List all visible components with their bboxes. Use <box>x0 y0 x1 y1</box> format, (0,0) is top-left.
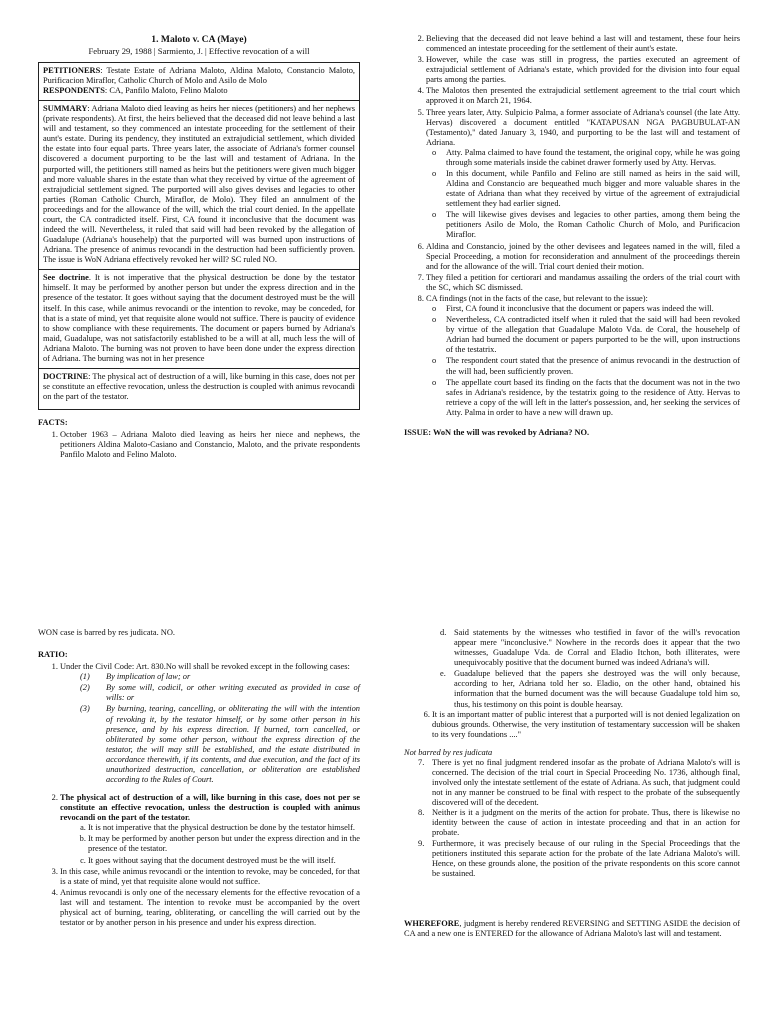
res-judicata-heading: Not barred by res judicata <box>404 747 493 757</box>
fact-8-bullets <box>426 304 740 418</box>
page2-right-column <box>404 628 740 939</box>
page2-left-column <box>38 628 360 929</box>
civil-code-item: (3) By burning, tearing, cancelling, or obliterating the will with the intention of revoking it, by the testator himself, or by some other person in his presence, and by his express direction. If burned, torn cancelled, or obliterated by some other person, without the express direction of the testator, the will may still be established, and the estate distributed in accordance therewith, if its contents, and due execution, and the fact of its unauthorized destruction, cancellation, or obliteration are established according to the Rules of Court. <box>80 704 360 785</box>
see-doctrine-text: . It is not imperative that the physical destruction be done by the testator himself. It may be performed by another person but under the express direction and in the presence of the testator. It goes without saying that the document destroyed must be the will itself. In this case, while animus revocandi or the intention to revoke, may be conceded, for that is a state of mind, yet that requisite alone would not suffice. There is paucity of evidence to show compliance with these requirements. The document or papers burned by Adriana's maid, Guadalupe, was not satisfactorily established to be a will at all, much less the will of Adriana Maloto. The burning was not proven to have been done under the express direction of Adriana. The burning was not in her presence <box>43 273 355 363</box>
see-doctrine-label: See doctrine <box>43 273 89 283</box>
civil-code-list <box>60 672 360 785</box>
issue-label: ISSUE <box>404 427 429 437</box>
summary-section <box>39 100 359 265</box>
see-doctrine-section <box>39 269 359 364</box>
page1-right-column <box>404 34 740 438</box>
ratio-list-continued <box>404 710 740 740</box>
ratio-item: 4. Animus revocandi is only one of the necessary elements for the effective revocation of a last will and testament. The intention to revoke must be accompanied by the overt physical act of burning, tearing, obliterating, or cancelling the will carried out by the testator or by another person in his presence and under his express direction. <box>60 888 360 928</box>
facts-heading: FACTS: <box>38 418 68 428</box>
sub-item: e. Guadalupe believed that the papers she destroyed was the will only because, according to her, Adriana told her so. Eladio, on the other hand, obtained his information that the burned document was the will because Guadalupe told him so, thus, his testimony on this point is double hearsay. <box>440 669 740 709</box>
ratio-item: 3. In this case, while animus revocandi or the intention to revoke, may be conceded, for that is a state of mind, yet that requisite alone would not suffice. <box>60 867 360 887</box>
fact-item: 3. However, while the case was still in progress, the parties executed an agreement of extrajudicial settlement of Adriana's estate, which provided for the division into four equal parts among the parties. <box>426 55 740 85</box>
doctrine-label: DOCTRINE <box>43 372 89 381</box>
fact-item: 6. Aldina and Constancio, joined by the other devisees and legatees named in the will, filed a Special Proceeding, a motion for reconsideration and annulment of the proceedings therein and for the allowance of the will. Trial court denied their motion. <box>426 242 740 272</box>
ratio-item: 1. Under the Civil Code: Art. 830.No will shall be revoked except in the following cases: (1) By implication of law; or (2) By some will, codicil, or other writing executed as provided in case of wills: or (3) By burning, tearing, cancelling, or obliterating the will with the intention of revoking it, by the testator himself, or by some other person in his presence, and by his express direction. If burned, torn cancelled, or obliterated by some other person, without the express direction of the testator, the will may still be established, and the estate distributed in accordance therewith, if its contents, and due execution, and the fact of its unauthorized destruction, cancellation, or obliteration are established according to the Rules of Court. <box>60 662 360 792</box>
bullet-item: o Nevertheless, CA contradicted itself when it ruled that the said will had been revoked by virtue of the allegation that Guadalupe Maloto Vda. de Coral, the househelp of Adrian had burned the document or papers purported to be the will, upon instructions of the testatrix. <box>446 315 740 355</box>
fact-item: 2. Believing that the deceased did not leave behind a last will and testament, these four heirs commenced an intestate proceeding for the settlement of their aunt's estate. <box>426 34 740 54</box>
facts-list <box>38 430 360 460</box>
ratio-list <box>38 662 360 928</box>
res-judicata-issue: WON case is barred by res judicata. NO. <box>38 628 175 637</box>
ratio-heading: RATIO: <box>38 650 68 660</box>
sub-item: b. It may be performed by another person but under the express direction and in the presence of the testator. <box>88 834 360 854</box>
fact-5-bullets <box>426 148 740 241</box>
case-summary-box <box>38 62 360 410</box>
case-subtitle: February 29, 1988 | Sarmiento, J. | Effective revocation of a will <box>88 45 310 56</box>
bullet-item: o Atty. Palma claimed to have found the testament, the original copy, while he was going through some materials inside the cabinet drawer formerly used by Atty. Hervas. <box>446 148 740 168</box>
sub-item: d. Said statements by the witnesses who testified in favor of the will's revocation appear mere "inconclusive." Nowhere in the records does it appear that the two witnesses, Guadalupe Vda. de Corral and Eladio Itchon, both illiterates, were unequivocably positive that the document burned was indeed Adriana's will. <box>440 628 740 668</box>
page-2 <box>0 612 768 1024</box>
bullet-item: o The will likewise gives devises and legacies to other parties, among them being the petitioners Asilo de Molo, the Roman Catholic Church of Molo, and Purificacion Miraflor. <box>446 210 740 240</box>
wherefore-paragraph <box>404 919 740 939</box>
wherefore-text: , judgment is hereby rendered REVERSING and SETTING ASIDE the decision of CA and a new one is ENTERED for the allowance of Adriana Maloto's last will and testament. <box>404 918 740 938</box>
facts-list-continued <box>404 34 740 418</box>
civil-code-item: (1) By implication of law; or <box>80 672 191 682</box>
ratio-sublist-continued <box>404 628 740 710</box>
page1-left-column <box>38 0 360 462</box>
case-title: 1. Maloto v. CA (Maye) <box>151 34 247 45</box>
respondents-text: : CA, Panfilo Maloto, Felino Maloto <box>104 85 228 95</box>
fact-item: 4. The Malotos then presented the extrajudicial settlement agreement to the trial court which approved it on March 21, 1964. <box>426 86 740 106</box>
parties <box>43 66 355 96</box>
petitioners-label: PETITIONERS <box>43 65 101 75</box>
sub-item: a. It is not imperative that the physical destruction be done by the testator himself. <box>88 823 360 833</box>
issue-line <box>404 428 740 438</box>
res-item: 9. Furthermore, it was precisely because of our ruling in the Special Proceedings that the petitioners instituted this separate action for the probate of the late Adriana Maloto's will. Hence, on these grounds alone, the position of the private respondents on this score cannot be sustained. <box>418 838 740 878</box>
fact-item: 1. October 1963 – Adriana Maloto died leaving as heirs her niece and nephews, the petitioners Aldina Maloto-Casiano and Constancio, Maloto, and the private respondents Panfilo Maloto and Felino Maloto. <box>60 430 360 460</box>
ratio-item: 6. It is an important matter of public interest that a purported will is not denied legalization on dubious grounds. Otherwise, the very institution of testamentary succession will be shaken to its very foundations ...." <box>432 710 740 740</box>
doctrine-text: : The physical act of destruction of a will, like burning in this case, does not per se constitute an effective revocation, unless the destruction is coupled with animus revocandi on the part of the testator. <box>43 372 355 402</box>
fact-item: 5. Three years later, Atty. Sulpicio Palma, a former associate of Adriana's counsel (the late Atty. Hervas) discovered a document entitled "KATAPUSAN NGA PAGBUBULAT-AN (Testamento)," dated January 3, 1940, and purporting to be the last will and testament of Adriana. o Atty. Palma claimed to have found the testament, the original copy, while he was going through some materials inside the cabinet drawer formerly used by Atty. Hervas. o In this document, while Panfilo and Felino are still named as heirs in the said will, Aldina and Constancio are bequeathed much bigger and more valuable shares in the estate of Adriana than what they received by virtue of the agreement of extrajudicial settlement they had earlier signed. o The will likewise gives devises and legacies to other parties, among them being the petitioners Asilo de Molo, the Roman Catholic Church of Molo, and Purificacion Miraflor. <box>426 108 740 241</box>
bullet-item: o The respondent court stated that the presence of animus revocandi in the destruction of the will had, been sufficiently proven. <box>446 356 740 376</box>
res-judicata-list <box>404 758 740 879</box>
bullet-item: o The appellate court based its finding on the facts that the document was not in the two safes in Adriana's residence, by the testatrix going to the residence of Atty. Hervas to retrieve a copy of the will left in the latter's possession, and, her seeking the services of Atty. Palma in order to have a new will drawn up. <box>446 378 740 418</box>
wherefore-label: WHEREFORE <box>404 918 460 928</box>
petitioners-text: : Testate Estate of Adriana Maloto, Aldina Maloto, Constancio Maloto, Purificacion Miraflor, Catholic Church of Molo and Asilo de Molo <box>43 65 355 85</box>
respondents-label: RESPONDENTS <box>43 85 105 95</box>
fact-item: 7. They filed a petition for certiorari and mandamus assailing the orders of the trial court with the SC, which SC dismissed. <box>426 273 740 293</box>
ratio-item: 2. The physical act of destruction of a will, like burning in this case, does not per se constitute an effective revocation, unless the destruction is coupled with animus revocandi on the part of the testator. a. It is not imperative that the physical destruction be done by the testator himself. b. It may be performed by another person but under the express direction and in the presence of the testator. c. It goes without saying that the document destroyed must be the will itself. <box>60 793 360 866</box>
summary-label: SUMMARY <box>43 104 88 114</box>
issue-text: : WoN the will was revoked by Adriana? NO. <box>428 427 590 437</box>
civil-code-item: (2) By some will, codicil, or other writing executed as provided in case of wills: or <box>80 683 360 703</box>
bullet-item: o First, CA found it inconclusive that the document or papers was indeed the will. <box>446 304 740 314</box>
fact-item: 8. CA findings (not in the facts of the case, but relevant to the issue): o First, CA found it inconclusive that the document or papers was indeed the will. o Nevertheless, CA contradicted itself when it ruled that the said will had been revoked by virtue of the allegation that Guadalupe Maloto Vda. de Coral, the househelp of Adrian had burned the document or papers purported to be the will, upon instructions of the testatrix. o The respondent court stated that the presence of animus revocandi in the destruction of the will had, been sufficiently proven. o The appellate court based its finding on the facts that the document was not in the two safes in Adriana's residence, by the testatrix going to the residence of Atty. Hervas to retrieve a copy of the will left in the latter's possession, and, her seeking the services of Atty. Palma in order to have a new will drawn up. <box>426 294 740 418</box>
sub-item: c. It goes without saying that the document destroyed must be the will itself. <box>88 856 360 866</box>
res-item: 7. There is yet no final judgment rendered insofar as the probate of Adriana Maloto's will is concerned. The decision of the trial court in Special Proceeding No. 1736, although final, involved only the intestate settlement of the estate of Adriana. As such, that judgment could not in any manner be construed to be final with respect to the probate of the subsequently discovered will of the decedent. <box>418 757 740 808</box>
ratio-2-sublist <box>60 823 360 865</box>
res-item: 8. Neither is it a judgment on the merits of the action for probate. Thus, there is likewise no identity between the cause of action in intestate proceeding and that in an action for probate. <box>418 808 740 838</box>
doctrine-section <box>39 368 359 402</box>
bullet-item: o In this document, while Panfilo and Felino are still named as heirs in the said will, Aldina and Constancio are bequeathed much bigger and more valuable shares in the estate of Adriana than what they received by virtue of the agreement of extrajudicial settlement they had earlier signed. <box>446 169 740 209</box>
summary-text: : Adriana Maloto died leaving as heirs her nieces (petitioners) and her nephews (private respondents). At first, the heirs believed that the deceased did not leave behind a last will and testament, so they commenced an intestate proceeding for the settlement of their aunt's estate. During its pendency, they instituted an extrajudicial settlement, which divided the estate into four equal parts. Three years later, the associate of Adriana's former counsel discovered a document purporting to be the last will and testament of Adriana. In the purported will, the petitioners still named as heirs but the petitioners were given much bigger and more valuable shares in the estate than what they received by virtue of the agreement of extrajudicial settlement signed. The purported will also gives devises and legacies to other parties (Roman Catholic Church, Miraflor, de Molo). They filed an annulment of the proceedings and for the allowance of the will, which the trial court denied. In the appellate court, the CA contradicted itself. First, CA found it inconclusive that the document was indeed the will. Nevertheless, it ruled that said will had been revoked by the allegation of Guadalupe (Adriana's househelp) that the purported will was burned upon instructions of Adriana. The presence of animus revocandi in the destruction had been sufficiently proven. The issue is WoN Adriana effectively revoked her will? SC ruled NO. <box>43 104 355 265</box>
